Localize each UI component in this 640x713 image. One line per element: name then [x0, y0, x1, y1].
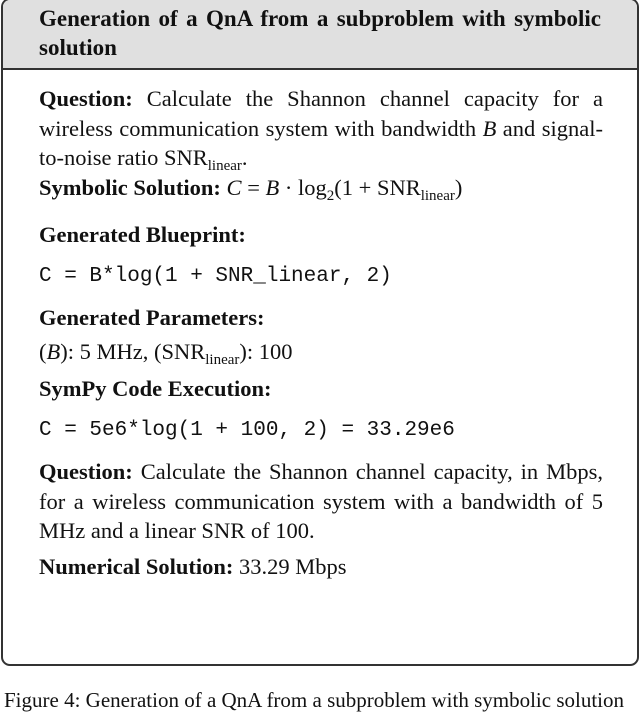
symbolic-label: Symbolic Solution:: [39, 174, 221, 200]
numerical-value: 33.29 Mbps: [239, 553, 347, 579]
subscript: linear: [420, 187, 455, 204]
question-text: Calculate the Shannon channel capacity for a wireless communication system with bandwidth: [39, 86, 604, 141]
question-text: Calculate the Shannon channel capacity, in Mbps, for a wireless communication system with a bandwidth of 5 MHz and a linear SNR of 100.: [39, 459, 603, 543]
var-b: B: [46, 338, 61, 364]
figure-caption: Figure 4: Generation of a QnA from a subproblem with symbolic solution: [4, 688, 624, 712]
sympy-heading: [39, 374, 603, 404]
question-text-b: and signal-to-noise ratio SNR: [39, 115, 603, 170]
symbolic-solution: [39, 173, 603, 203]
parameters-label: Generated Parameters:: [39, 305, 265, 330]
arg: (1 + SNR: [334, 174, 421, 200]
log: · log: [279, 174, 327, 200]
paren: (: [39, 338, 47, 364]
subscript: linear: [205, 351, 240, 368]
numerical-solution: [39, 552, 603, 582]
numerical-label: Numerical Solution:: [39, 553, 234, 579]
blueprint-heading: [39, 220, 603, 250]
sympy-code: C = 5e6*log(1 + 100, 2) = 33.29e6: [39, 418, 455, 442]
parameters-values: [39, 337, 603, 367]
param-text-2: ): 100: [239, 338, 293, 364]
close-paren: ): [454, 174, 463, 200]
blueprint-code: C = B*log(1 + SNR_linear, 2): [39, 264, 392, 288]
question-label: Question:: [39, 86, 133, 111]
box-body: [3, 70, 637, 581]
param-text: ): 5 MHz, (SNR: [60, 338, 206, 364]
subscript: linear: [207, 158, 242, 174]
lhs: C: [226, 174, 242, 200]
question-numeric: [39, 457, 603, 546]
log-base: 2: [326, 187, 335, 204]
question-label: Question:: [39, 459, 133, 484]
qna-box: [1, 0, 639, 666]
period: .: [241, 145, 248, 170]
blueprint-label: Generated Blueprint:: [39, 222, 246, 247]
parameters-heading: [39, 303, 603, 333]
var-b: B: [265, 174, 280, 200]
sympy-label: SymPy Code Execution:: [39, 376, 272, 401]
question-symbolic: [39, 84, 603, 173]
box-title: Generation of a QnA from a subproblem with symbolic solution: [3, 0, 637, 70]
eq: =: [241, 174, 266, 200]
var-b: B: [482, 115, 497, 141]
